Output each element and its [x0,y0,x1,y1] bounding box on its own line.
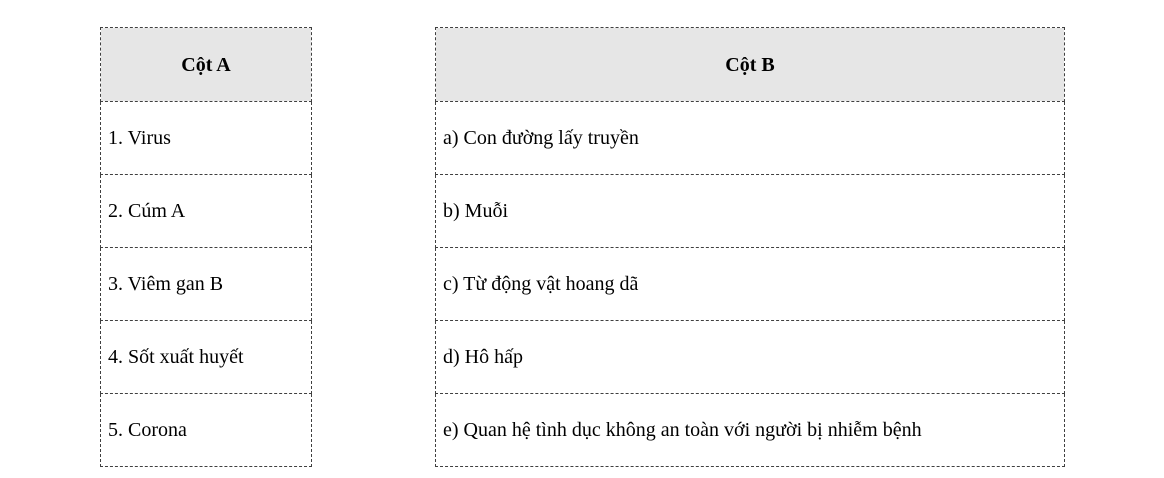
table-cell-item-5: 5. Corona [101,394,312,467]
table-a-header-cell: Cột A [101,28,312,102]
table-cell-item-b: b) Muỗi [436,175,1065,248]
table-cell-item-a: a) Con đường lấy truyền [436,102,1065,175]
table-cell-item-2: 2. Cúm A [101,175,312,248]
table-row [436,321,1065,394]
table-row [101,394,312,467]
table-row [101,175,312,248]
matching-table-column-b [435,27,1065,467]
table-row [101,321,312,394]
table-a-head [101,28,312,102]
table-a-body [101,102,312,467]
table-b-header-cell: Cột B [436,28,1065,102]
table-cell-item-3: 3. Viêm gan B [101,248,312,321]
table-b-head [436,28,1065,102]
table-row [101,248,312,321]
table-cell-item-4: 4. Sốt xuất huyết [101,321,312,394]
table-row [436,102,1065,175]
table-cell-item-1: 1. Virus [101,102,312,175]
table-row [436,248,1065,321]
table-b-body [436,102,1065,467]
table-row [101,102,312,175]
table-header-row [101,28,312,102]
matching-table-column-a [100,27,312,467]
table-header-row [436,28,1065,102]
table-cell-item-c: c) Từ động vật hoang dã [436,248,1065,321]
table-cell-item-e: e) Quan hệ tình dục không an toàn với người bị nhiễm bệnh [436,394,1065,467]
table-row [436,175,1065,248]
table-row [436,394,1065,467]
table-cell-item-d: d) Hô hấp [436,321,1065,394]
